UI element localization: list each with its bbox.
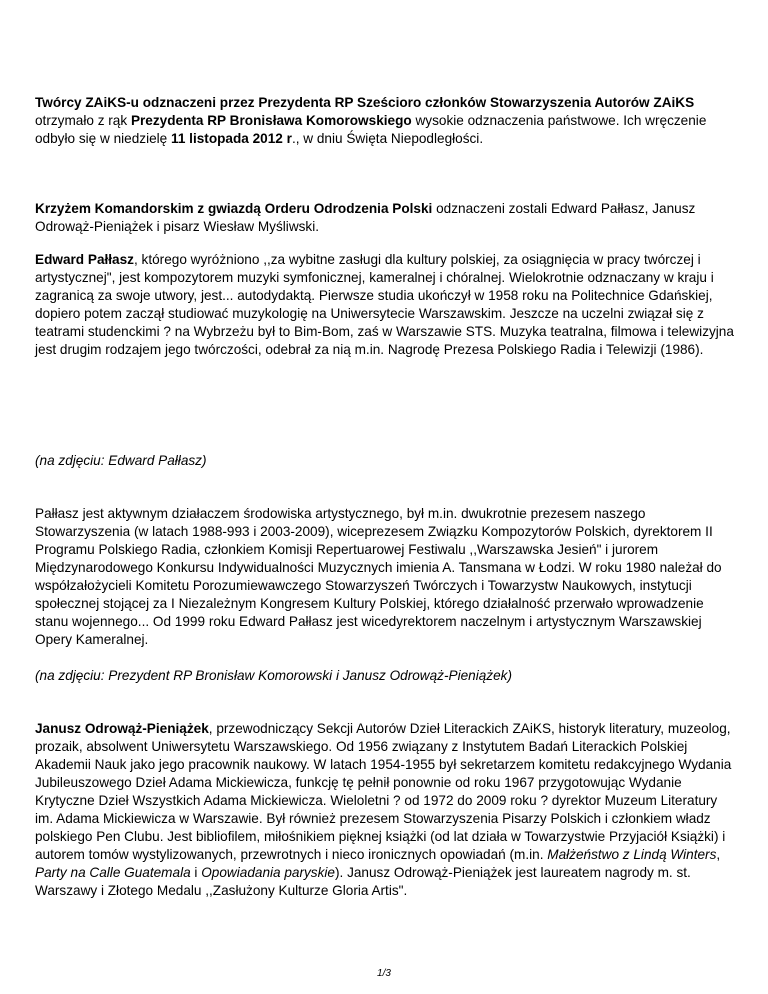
book-title-2: Party na Calle Guatemala xyxy=(35,865,191,880)
president-name: Prezydenta RP Bronisława Komorowskiego xyxy=(130,113,412,128)
odrowaz-bio-text-2: ). Janusz Odrowąż-Pieniążek jest laureatem nagrody m. st. Warszawy i Złotego Medalu ,,Zasłużony Kulturze Gloria Artis". xyxy=(35,865,691,898)
intro-text-3: ., w dniu Święta Niepodległości. xyxy=(291,131,484,146)
page-number: 1/3 xyxy=(377,968,391,979)
intro-paragraph xyxy=(35,94,735,148)
book-title-1: Małżeństwo z Lindą Winters xyxy=(547,847,717,862)
caption-pallasz-text: (na zdjęciu: Edward Pałłasz) xyxy=(35,453,207,468)
intro-text-2: wysokie odznaczenia państwowe. Ich wręczenie odbyło się w niedzielę xyxy=(35,113,707,146)
pallasz-activity-paragraph: Pałłasz jest aktywnym działaczem środowiska artystycznego, był m.in. dwukrotnie prezesem naszego Stowarzyszenia (w latach 1988-993 i 2003-2009), wiceprezesem Związku Kompozytorów Polskich, dyrektorem II Programu Polskiego Radia, członkiem Komisji Repertuarowej Festiwalu ,,Warszawska Jesień" i jurorem Międzynarodowego Konkursu Indywidualności Muzycznych imienia A. Tansmana w Łodzi. W roku 1980 należał do współzałożycieli Komitetu Porozumiewawczego Stowarzyszeń Twórczych i Towarzystw Naukowych, instytucji społecznej stojącej za I Niezależnym Kongresem Kultury Polskiej, którego działalność przerwało wprowadzenie stanu wojennego... Od 1999 roku Edward Pałłasz jest wicedyrektorem naczelnym i artystycznym Warszawskiej Opery Kameralnej. xyxy=(35,506,722,647)
award-text: odznaczeni zostali Edward Pałłasz, Janusz Odrowąż-Pieniążek i pisarz Wiesław Myśliwski. xyxy=(35,201,696,234)
photo-caption-president xyxy=(35,667,735,685)
caption-president-text: (na zdjęciu: Prezydent RP Bronisław Komorowski i Janusz Odrowąż-Pieniążek) xyxy=(35,668,512,683)
intro-text-1: otrzymało z rąk xyxy=(35,113,131,128)
pallasz-bio-text: , którego wyróżniono ,,za wybitne zasługi dla kultury polskiej, za osiągnięcia w pracy twórczej i artystycznej", jest kompozytorem muzyki symfonicznej, kameralnej i chóralnej. Wielokrotnie odznaczany w kraju i zagranicą za swoje utwory, jest... autodydaktą. Pierwsze studia ukończył w 1958 roku na Politechnice Gdańskiej, dopiero potem zaczął studiować muzykologię na Uniwersytecie Warszawskim. Jeszcze na uczelni związał się z teatrami studenckimi ? na Wybrzeżu był to Bim-Bom, zaś w Warszawie STS. Muzyka teatralna, filmowa i telewizyjna jest drugim rodzajem jego twórczości, odebrał za nią m.in. Nagrodę Prezesa Polskiego Radia i Telewizji (1986). xyxy=(35,252,734,357)
odrowaz-bio-text: , przewodniczący Sekcji Autorów Dzieł Literackich ZAiKS, historyk literatury, muzeolog, prozaik, absolwent Uniwersytetu Warszawskiego. Od 1956 związany z Instytutem Badań Literackich Polskiej Akademii Nauk jako jego pracownik naukowy. W latach 1954-1955 był sekretarzem komitetu redakcyjnego Wydania Jubileuszowego Dzieł Adama Mickiewicza, funkcję tę pełnił ponownie od roku 1967 przygotowując Wydanie Krytyczne Dzieł Wszystkich Adama Mickiewicza. Wieloletni ? od 1972 do 2009 roku ? dyrektor Muzeum Literatury im. Adama Mickiewicza w Warszawie. Był również prezesem Stowarzyszenia Pisarzy Polskich i członkiem władz polskiego Pen Clubu. Jest bibliofilem, miłośnikiem pięknej książki (od lat działa w Towarzystwie Przyjaciół Książki) i autorem tomów wystylizowanych, przewrotnych i nieco ironicznych opowiadań (m.in. xyxy=(35,721,732,862)
odrowaz-name: Janusz Odrowąż-Pieniążek xyxy=(35,721,209,736)
separator-2: i xyxy=(190,865,202,880)
pallasz-bio-paragraph xyxy=(35,251,735,359)
ceremony-date: 11 listopada 2012 r xyxy=(171,131,292,146)
odrowaz-bio-paragraph xyxy=(35,720,735,900)
intro-title: Twórcy ZAiKS-u odznaczeni przez Prezydenta RP Sześcioro członków Stowarzyszenia Autorów ZAiKS xyxy=(35,95,695,110)
book-title-3: Opowiadania paryskie xyxy=(201,865,335,880)
award-name: Krzyżem Komandorskim z gwiazdą Orderu Odrodzenia Polski xyxy=(35,201,433,216)
photo-caption-pallasz xyxy=(35,452,735,470)
award-paragraph xyxy=(35,200,735,236)
separator-1: , xyxy=(716,847,721,862)
pallasz-name: Edward Pałłasz xyxy=(35,252,134,267)
